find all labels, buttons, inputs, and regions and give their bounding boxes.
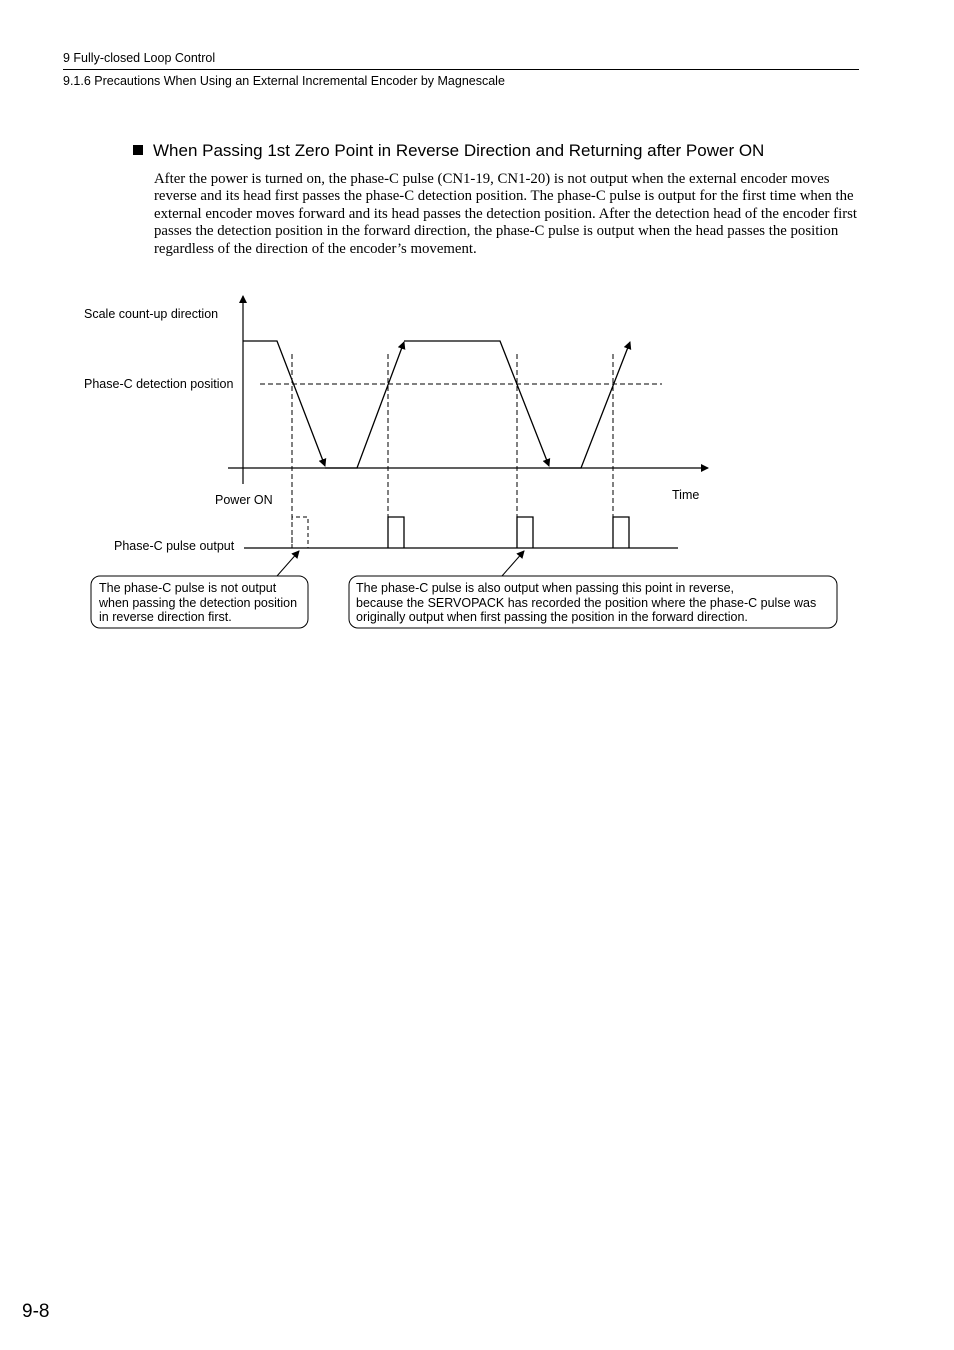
left-callout-line: The phase-C pulse is not output: [99, 581, 277, 595]
phase-c-pulse: [388, 517, 404, 548]
power-on-label: Power ON: [215, 493, 273, 507]
header-rule: [63, 69, 859, 70]
position-trace-reverse: [404, 341, 549, 466]
phase-c-pulse: [613, 517, 629, 548]
phase-c-pulse: [517, 517, 533, 548]
time-label: Time: [672, 488, 700, 502]
section-heading-text: When Passing 1st Zero Point in Reverse Direction and Returning after Power ON: [153, 141, 765, 160]
right-callout-line: originally output when first passing the position in the forward direction.: [356, 610, 748, 624]
left-callout-line: in reverse direction first.: [99, 610, 232, 624]
position-trace-return: [549, 342, 630, 468]
detection-position-label: Phase-C detection position: [84, 377, 234, 391]
left-callout-line: when passing the detection position: [99, 596, 298, 610]
position-trace-forward: [325, 342, 404, 468]
left-callout-pointer: [277, 551, 299, 576]
section-heading: [133, 141, 764, 161]
missing-pulse-dashed: [292, 517, 308, 548]
position-trace-start: [243, 341, 325, 466]
section-header: 9.1.6 Precautions When Using an External Incremental Encoder by Magnescale: [63, 74, 505, 88]
right-callout-line: because the SERVOPACK has recorded the position where the phase-C pulse was: [356, 596, 817, 610]
page-number: 9-8: [22, 1301, 50, 1322]
timing-diagram: [0, 280, 954, 640]
square-bullet-icon: [133, 145, 143, 155]
scale-direction-label: Scale count-up direction: [84, 307, 219, 321]
right-callout-pointer: [502, 551, 524, 576]
right-callout-line: The phase-C pulse is also output when passing this point in reverse,: [356, 581, 734, 595]
chapter-header: 9 Fully-closed Loop Control: [63, 51, 216, 65]
body-paragraph: After the power is turned on, the phase-C pulse (CN1-19, CN1-20) is not output when the external encoder moves reverse and its head first passes the phase-C detection position. The phase-C pulse is output for the first time when the external encoder moves forward and its head passes the detection position. After the detection head of the encoder first passes the detection position in the forward direction, the phase-C pulse is output when the head passes the position regardless of the direction of the encoder’s movement.: [154, 171, 858, 257]
pulse-output-label: Phase-C pulse output: [114, 539, 235, 553]
